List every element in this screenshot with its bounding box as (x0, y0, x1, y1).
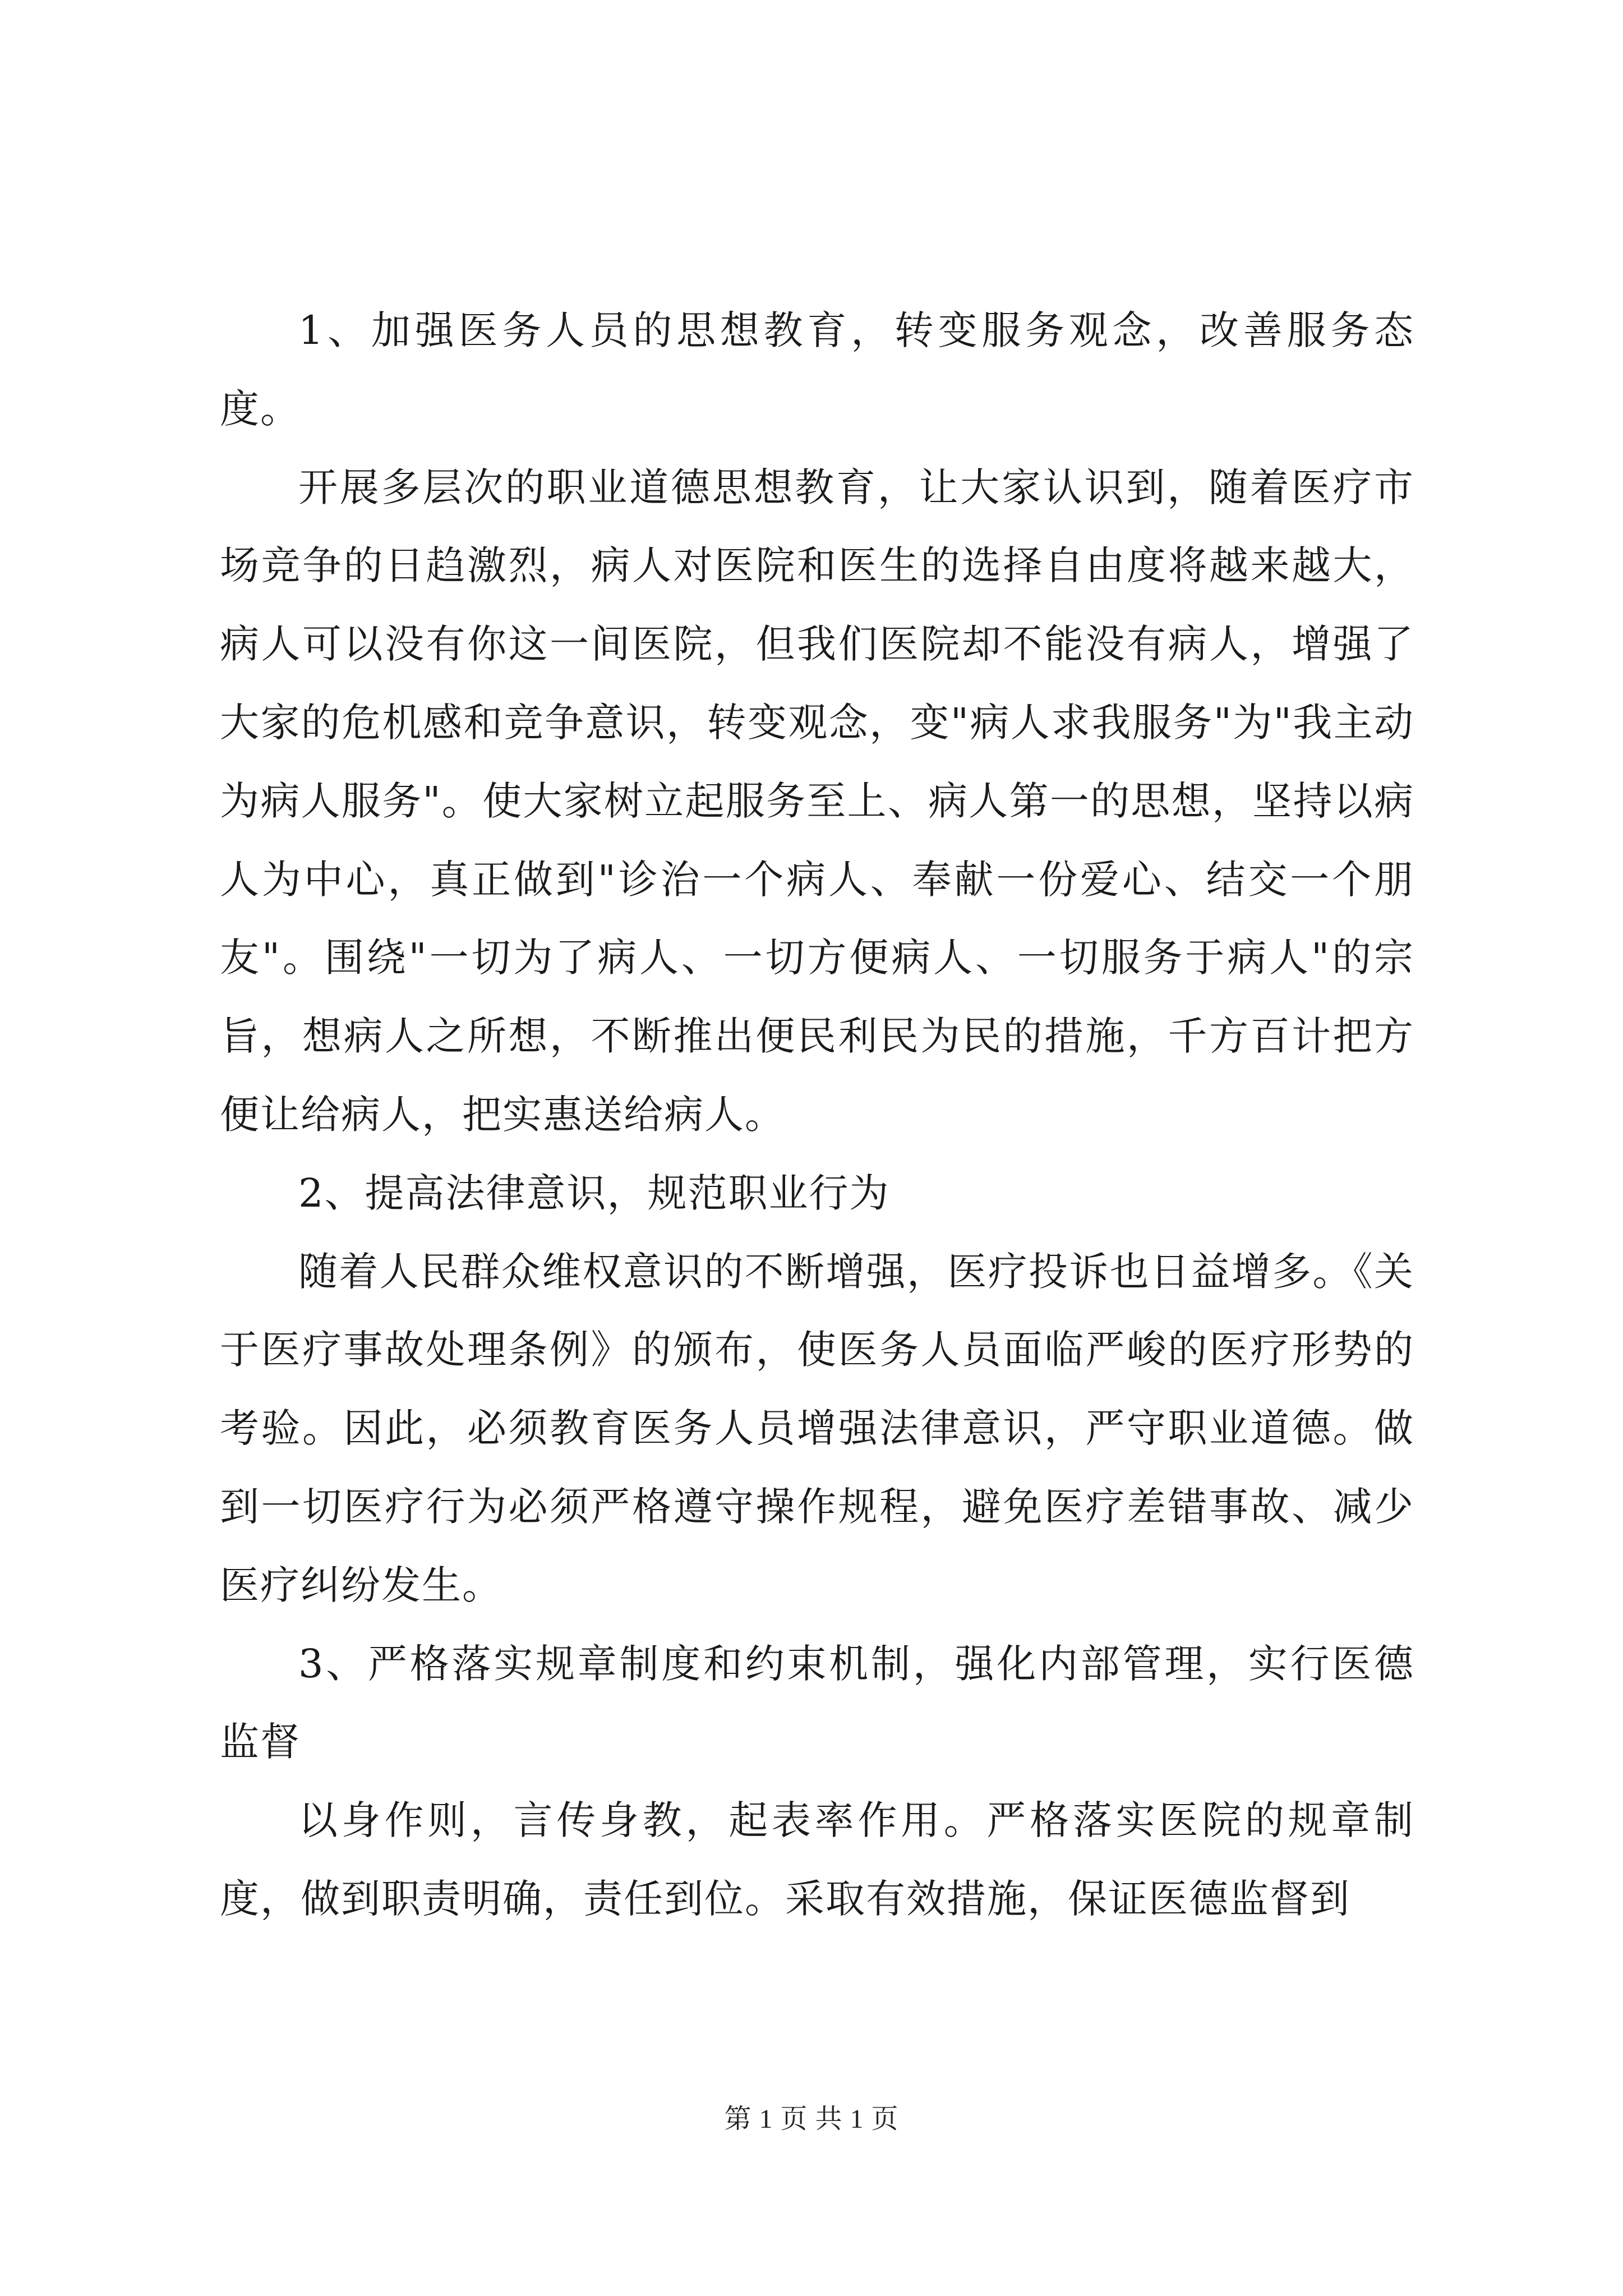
page-footer: 第 1 页 共 1 页 (724, 2104, 899, 2134)
paragraph-3-heading: 2、提高法律意识，规范职业行为 (298, 1170, 890, 1216)
paragraph-4: 随着人民群众维权意识的不断增强，医疗投诉也日益增多。《关于医疗事故处理条例》的颁布，使医务人员面临严峻的医疗形势的考验。因此，必须教育医务人员增强法律意识，严守职业道德。做到一切医疗行为必须严格遵守操作规程，避免医疗差错事故、减少医疗纠纷发生。 (220, 1248, 1414, 1608)
document-body (220, 292, 1414, 1939)
paragraph-5-heading: 3、严格落实规章制度和约束机制，强化内部管理，实行医德监督 (220, 1640, 1414, 1765)
paragraph-2: 开展多层次的职业道德思想教育，让大家认识到，随着医疗市场竞争的日趋激烈，病人对医院和医生的选择自由度将越来越大，病人可以没有你这一间医院，但我们医院却不能没有病人，增强了大家的危机感和竞争意识，转变观念，变"病人求我服务"为"我主动为病人服务"。使大家树立起服务至上、病人第一的思想，坚持以病人为中心，真正做到"诊治一个病人、奉献一份爱心、结交一个朋友"。围绕"一切为了病人、一切方便病人、一切服务于病人"的宗旨，想病人之所想，不断推出便民利民为民的措施，千方百计把方便让给病人，把实惠送给病人。 (220, 464, 1414, 1138)
paragraph-1-heading: 1、加强医务人员的思想教育，转变服务观念，改善服务态度。 (220, 307, 1414, 432)
paragraph-6: 以身作则，言传身教，起表率作用。严格落实医院的规章制度，做到职责明确，责任到位。采取有效措施，保证医德监督到 (220, 1797, 1414, 1922)
